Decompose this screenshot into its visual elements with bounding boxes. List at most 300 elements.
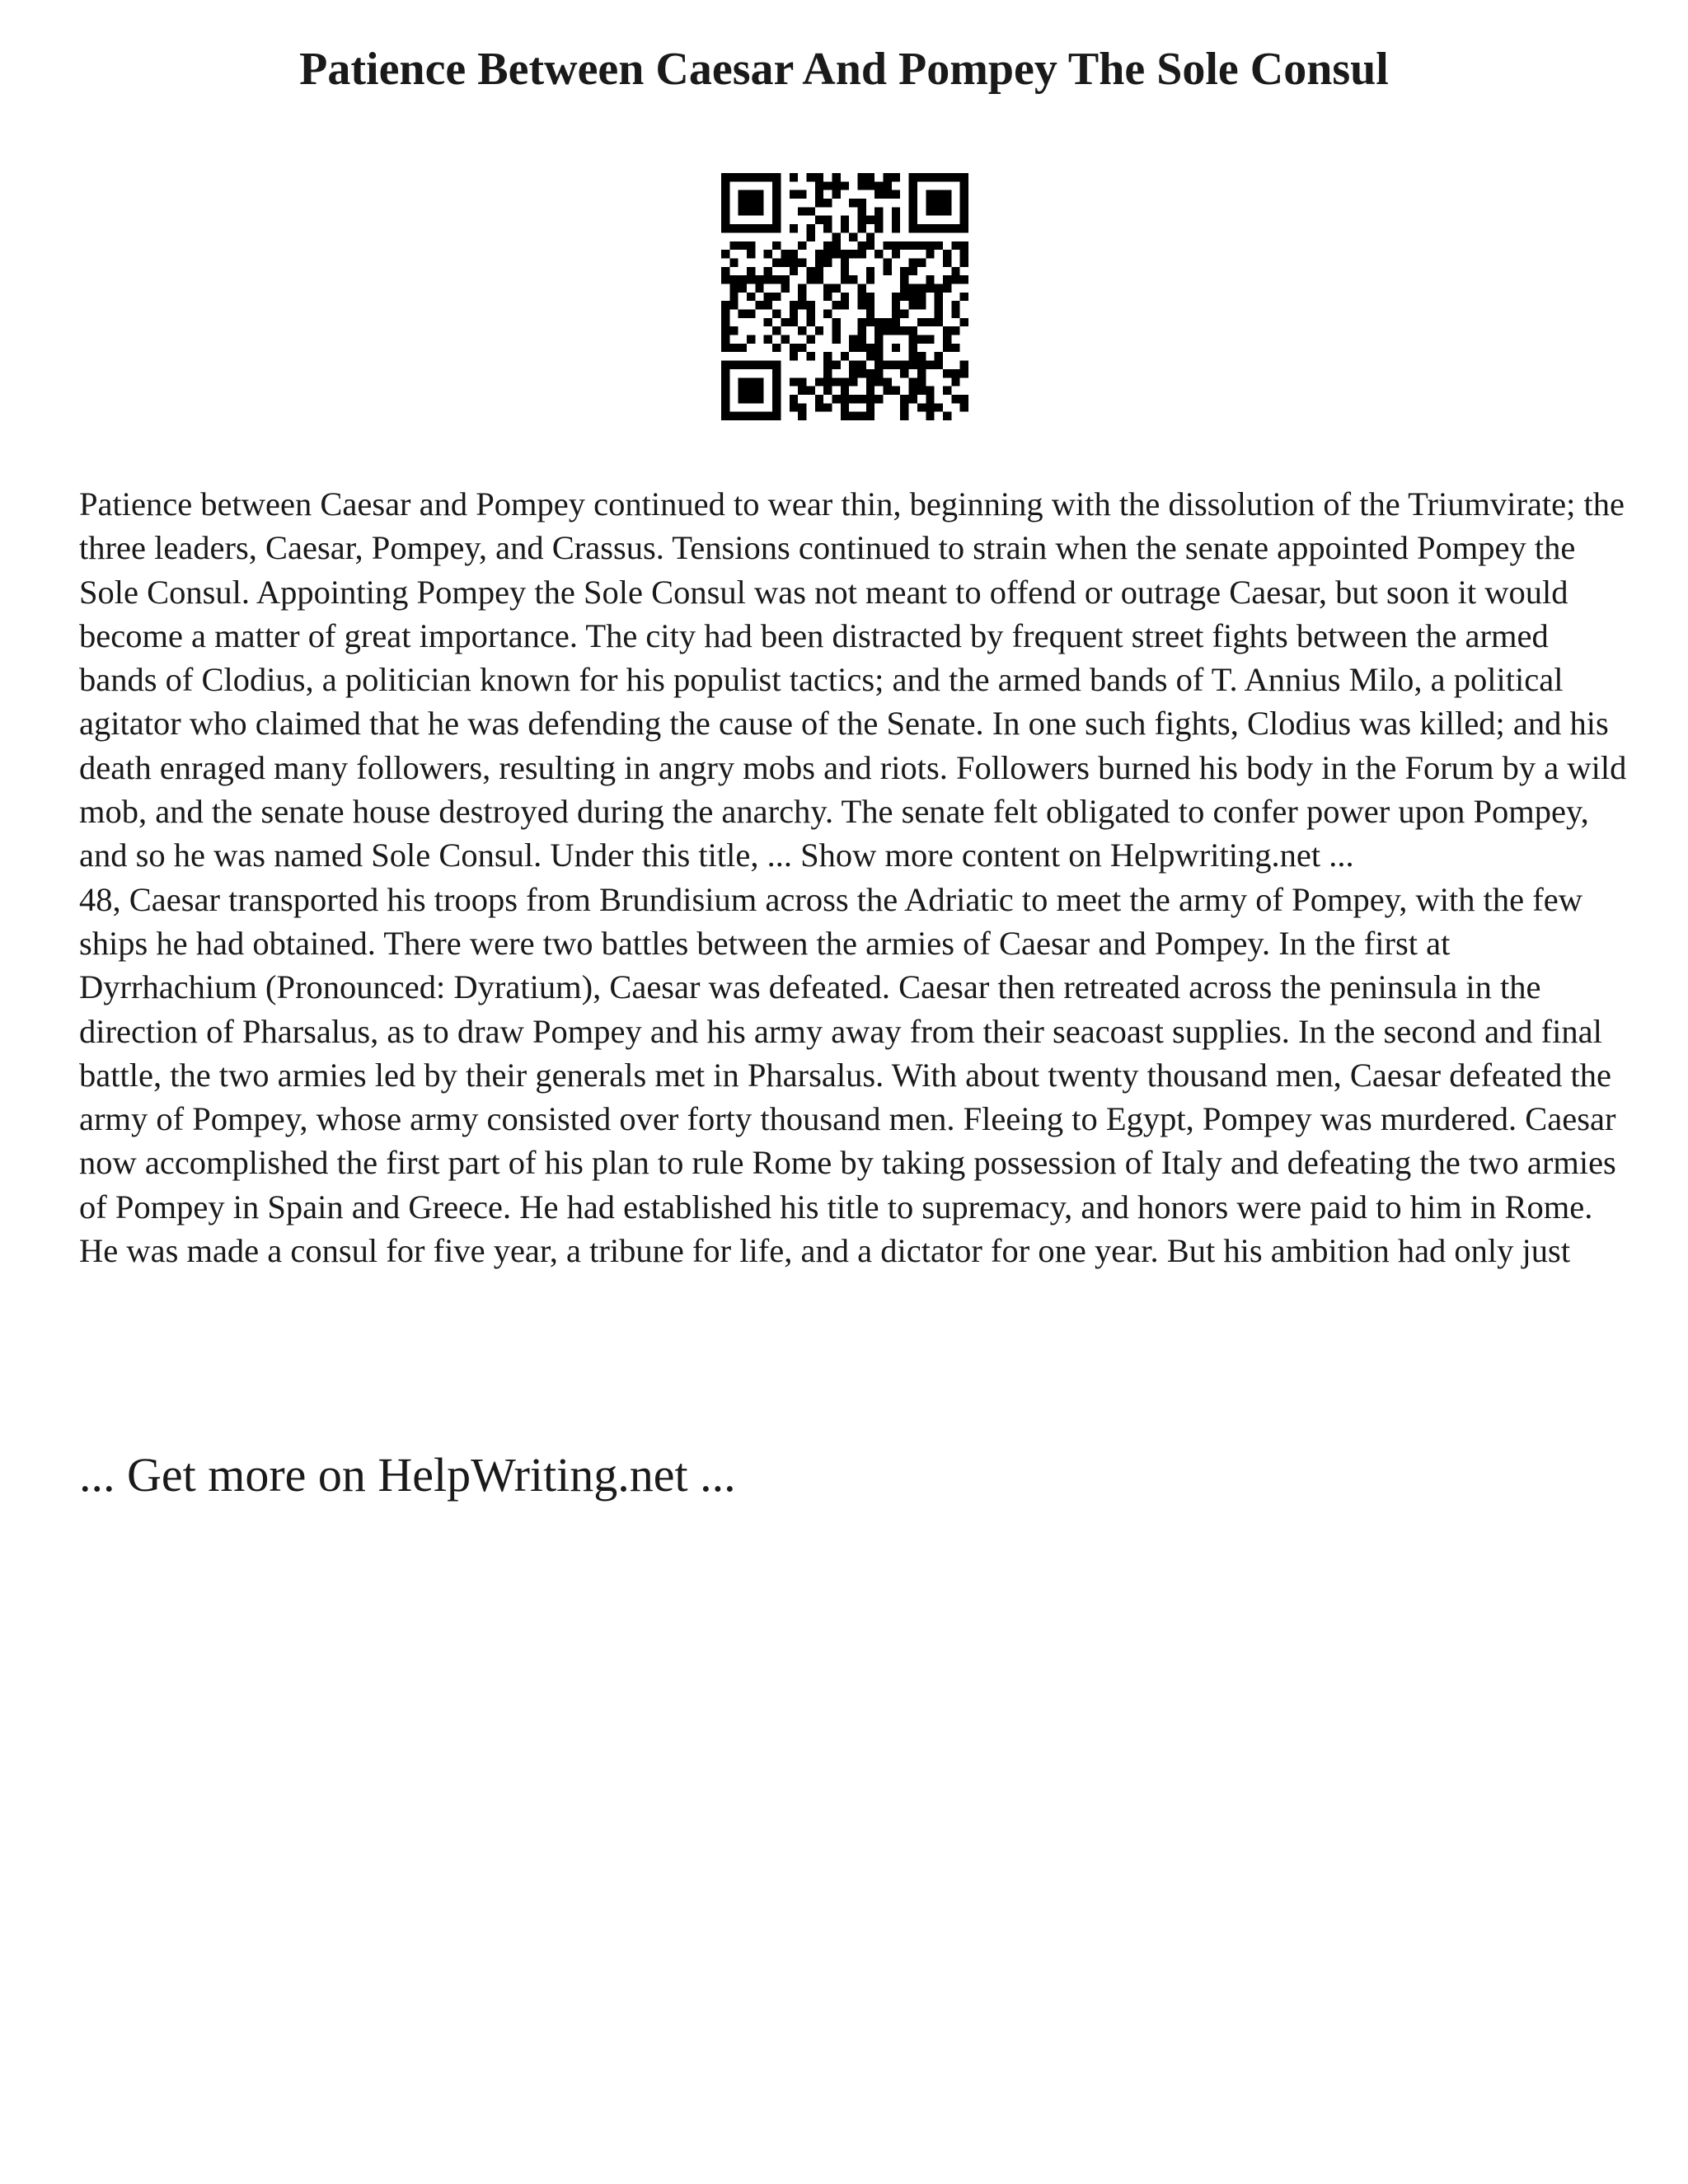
qr-module — [858, 207, 866, 215]
qr-module — [755, 301, 763, 309]
qr-module — [755, 284, 763, 292]
qr-module — [823, 352, 832, 360]
qr-module — [806, 335, 814, 344]
qr-module — [849, 232, 857, 241]
qr-module — [721, 216, 729, 224]
qr-module — [926, 395, 934, 403]
qr-module — [951, 344, 959, 352]
qr-module — [951, 241, 959, 250]
qr-module — [747, 387, 755, 395]
qr-module — [960, 216, 968, 224]
qr-module — [917, 241, 926, 250]
qr-module — [874, 344, 883, 352]
qr-module — [841, 267, 849, 275]
qr-module — [798, 412, 806, 420]
qr-module — [892, 344, 900, 352]
qr-module — [747, 293, 755, 301]
qr-module — [823, 181, 832, 190]
qr-module — [866, 310, 874, 318]
qr-module — [858, 250, 866, 258]
qr-module — [866, 318, 874, 326]
qr-module — [790, 395, 798, 403]
qr-module — [721, 267, 729, 275]
qr-module — [926, 199, 934, 207]
qr-module — [772, 207, 781, 215]
qr-module — [772, 275, 781, 284]
qr-module — [772, 395, 781, 403]
qr-module — [764, 301, 772, 309]
qr-module — [738, 190, 747, 199]
qr-module — [874, 326, 883, 335]
qr-module — [892, 310, 900, 318]
qr-module — [900, 369, 908, 377]
qr-module — [874, 181, 883, 190]
qr-module — [917, 403, 926, 411]
qr-module — [866, 216, 874, 224]
qr-module — [764, 250, 772, 258]
qr-module — [823, 369, 832, 377]
qr-module — [841, 377, 849, 386]
qr-module — [798, 293, 806, 301]
qr-module — [781, 258, 789, 266]
qr-module — [721, 318, 729, 326]
qr-module — [960, 403, 968, 411]
qr-module — [866, 344, 874, 352]
qr-module — [764, 173, 772, 181]
qr-module — [729, 344, 738, 352]
qr-module — [909, 216, 917, 224]
qr-module — [866, 173, 874, 181]
qr-module — [892, 318, 900, 326]
qr-module — [764, 361, 772, 369]
qr-module — [832, 361, 840, 369]
qr-module — [900, 403, 908, 411]
qr-module — [832, 250, 840, 258]
qr-module — [823, 241, 832, 250]
qr-module — [721, 395, 729, 403]
qr-module — [943, 250, 951, 258]
qr-module — [849, 377, 857, 386]
qr-module — [806, 310, 814, 318]
qr-module — [866, 395, 874, 403]
qr-module — [747, 412, 755, 420]
qr-module — [866, 412, 874, 420]
qr-module — [815, 267, 823, 275]
qr-module — [764, 318, 772, 326]
qr-module — [858, 241, 866, 250]
qr-module — [747, 395, 755, 403]
qr-module — [917, 387, 926, 395]
qr-module — [806, 224, 814, 232]
qr-module — [874, 318, 883, 326]
qr-module — [858, 216, 866, 224]
qr-module — [892, 173, 900, 181]
qr-module — [951, 326, 959, 335]
qr-module — [900, 241, 908, 250]
qr-module — [721, 344, 729, 352]
qr-module — [900, 395, 908, 403]
qr-module — [841, 181, 849, 190]
qr-module — [781, 335, 789, 344]
qr-module — [841, 224, 849, 232]
qr-module — [909, 199, 917, 207]
qr-module — [858, 326, 866, 335]
qr-module — [917, 318, 926, 326]
qr-module — [823, 310, 832, 318]
qr-module — [841, 258, 849, 266]
qr-module — [721, 403, 729, 411]
qr-module — [892, 293, 900, 301]
qr-module — [943, 190, 951, 199]
qr-module — [721, 326, 729, 335]
qr-module — [755, 207, 763, 215]
qr-module — [823, 293, 832, 301]
qr-module — [892, 207, 900, 215]
qr-module — [960, 224, 968, 232]
qr-module — [729, 412, 738, 420]
qr-module — [747, 335, 755, 344]
qr-module — [729, 293, 738, 301]
qr-module — [866, 275, 874, 284]
qr-module — [790, 267, 798, 275]
qr-module — [951, 310, 959, 318]
qr-module — [755, 275, 763, 284]
qr-module — [772, 403, 781, 411]
qr-module — [926, 403, 934, 411]
qr-module — [772, 181, 781, 190]
qr-module — [823, 199, 832, 207]
qr-module — [721, 173, 729, 181]
qr-module — [960, 293, 968, 301]
qr-module — [815, 216, 823, 224]
qr-module — [909, 395, 917, 403]
qr-module — [772, 199, 781, 207]
qr-module — [772, 361, 781, 369]
page-title: Patience Between Caesar And Pompey The Sole Consul — [299, 44, 1389, 95]
qr-module — [849, 199, 857, 207]
qr-module — [943, 412, 951, 420]
qr-module — [764, 293, 772, 301]
qr-module — [909, 181, 917, 190]
qr-module — [841, 387, 849, 395]
qr-module — [849, 344, 857, 352]
qr-module — [943, 369, 951, 377]
article-paragraph-2: 48, Caesar transported his troops from Brundisium across the Adriatic to meet the army of Pompey, with the few ships he had obtained. There were two battles between the armies of Caesar and Pompey. In the first at Dyrrhachium (Pronounced: Dyratium), Caesar was defeated. Caesar then retreated across the peninsula in the direction of Pharsalus, as to draw Pompey and his army away from their seacoast supplies. In the second and final battle, the two armies led by their generals met in Pharsalus. With about twenty thousand men, Caesar defeated the army of Pompey, whose army consisted over forty thousand men. Fleeing to Egypt, Pompey was murdered. Caesar now accomplished the first part of his plan to rule Rome by taking possession of Italy and defeating the two armies of Pompey in Spain and Greece. He had established his title to supremacy, and honors were paid to him in Rome. He was made a consul for five year, a tribune for life, and a dictator for one year. But his ambition had only just — [79, 880, 1616, 1270]
qr-module — [858, 395, 866, 403]
qr-module — [764, 275, 772, 284]
qr-module — [755, 395, 763, 403]
qr-module — [858, 344, 866, 352]
qr-module — [960, 369, 968, 377]
qr-module — [755, 224, 763, 232]
qr-module — [755, 412, 763, 420]
qr-module — [832, 190, 840, 199]
qr-module — [926, 412, 934, 420]
qr-module — [772, 173, 781, 181]
qr-module — [892, 241, 900, 250]
qr-module — [798, 377, 806, 386]
qr-module — [738, 387, 747, 395]
qr-module — [909, 241, 917, 250]
qr-module — [960, 241, 968, 250]
qr-module — [900, 412, 908, 420]
qr-module — [747, 224, 755, 232]
qr-module — [790, 403, 798, 411]
qr-module — [832, 301, 840, 309]
qr-module — [747, 173, 755, 181]
qr-module — [823, 216, 832, 224]
get-more-link[interactable]: ... Get more on HelpWriting.net ... — [79, 1448, 736, 1502]
qr-module — [823, 361, 832, 369]
qr-module — [943, 387, 951, 395]
qr-module — [909, 190, 917, 199]
qr-module — [926, 275, 934, 284]
qr-module — [951, 301, 959, 309]
qr-module — [721, 412, 729, 420]
qr-module — [832, 284, 840, 292]
qr-module — [772, 344, 781, 352]
qr-module — [943, 284, 951, 292]
qr-module — [747, 199, 755, 207]
qr-module — [874, 361, 883, 369]
qr-module — [884, 318, 892, 326]
qr-module — [815, 403, 823, 411]
qr-module — [841, 293, 849, 301]
qr-module — [926, 387, 934, 395]
qr-module — [772, 293, 781, 301]
qr-module — [823, 377, 832, 386]
qr-module — [832, 241, 840, 250]
qr-module — [755, 361, 763, 369]
qr-module — [823, 250, 832, 258]
qr-module — [926, 173, 934, 181]
qr-module — [874, 224, 883, 232]
qr-module — [926, 250, 934, 258]
qr-module — [935, 207, 943, 215]
qr-module — [917, 377, 926, 386]
qr-module — [832, 181, 840, 190]
qr-module — [738, 361, 747, 369]
qr-module — [960, 207, 968, 215]
qr-module — [960, 199, 968, 207]
qr-module — [874, 369, 883, 377]
qr-module — [729, 326, 738, 335]
qr-module — [935, 284, 943, 292]
qr-module — [849, 335, 857, 344]
qr-module — [790, 344, 798, 352]
qr-module — [951, 369, 959, 377]
qr-module — [815, 181, 823, 190]
qr-module — [781, 318, 789, 326]
qr-module — [823, 387, 832, 395]
article-body — [79, 482, 1629, 1272]
qr-module — [884, 387, 892, 395]
qr-module — [917, 293, 926, 301]
qr-module — [841, 403, 849, 411]
qr-module — [806, 207, 814, 215]
qr-module — [798, 241, 806, 250]
qr-module — [738, 207, 747, 215]
qr-module — [721, 224, 729, 232]
qr-module — [935, 241, 943, 250]
qr-code-image — [721, 173, 968, 420]
qr-module — [841, 301, 849, 309]
qr-module — [926, 335, 934, 344]
qr-module — [729, 241, 738, 250]
qr-module — [790, 310, 798, 318]
qr-code[interactable] — [721, 173, 968, 420]
qr-module — [841, 412, 849, 420]
qr-module — [858, 361, 866, 369]
qr-module — [892, 190, 900, 199]
qr-module — [909, 284, 917, 292]
qr-module — [849, 361, 857, 369]
qr-module — [943, 258, 951, 266]
qr-module — [866, 352, 874, 360]
qr-module — [806, 267, 814, 275]
qr-module — [755, 377, 763, 386]
qr-module — [781, 284, 789, 292]
qr-module — [790, 377, 798, 386]
qr-module — [806, 352, 814, 360]
qr-module — [798, 301, 806, 309]
qr-module — [926, 207, 934, 215]
qr-module — [900, 275, 908, 284]
qr-module — [747, 250, 755, 258]
qr-module — [790, 301, 798, 309]
qr-module — [849, 412, 857, 420]
qr-module — [721, 387, 729, 395]
qr-module — [858, 173, 866, 181]
qr-module — [721, 361, 729, 369]
qr-module — [909, 224, 917, 232]
qr-module — [866, 267, 874, 275]
qr-module — [866, 301, 874, 309]
qr-module — [721, 377, 729, 386]
qr-module — [815, 275, 823, 284]
qr-module — [832, 318, 840, 326]
qr-module — [738, 310, 747, 318]
qr-module — [960, 173, 968, 181]
qr-module — [747, 377, 755, 386]
qr-module — [721, 190, 729, 199]
qr-module — [935, 301, 943, 309]
qr-module — [781, 275, 789, 284]
qr-module — [935, 403, 943, 411]
qr-module — [926, 190, 934, 199]
qr-module — [900, 361, 908, 369]
qr-module — [721, 181, 729, 190]
qr-module — [747, 361, 755, 369]
qr-module — [858, 335, 866, 344]
qr-module — [823, 224, 832, 232]
qr-module — [858, 224, 866, 232]
qr-module — [917, 352, 926, 360]
qr-module — [798, 207, 806, 215]
qr-module — [858, 293, 866, 301]
qr-module — [909, 361, 917, 369]
qr-module — [909, 301, 917, 309]
qr-module — [960, 190, 968, 199]
qr-module — [772, 412, 781, 420]
qr-module — [738, 241, 747, 250]
qr-module — [790, 318, 798, 326]
qr-module — [806, 387, 814, 395]
qr-module — [892, 301, 900, 309]
qr-module — [858, 369, 866, 377]
qr-module — [943, 344, 951, 352]
qr-module — [866, 369, 874, 377]
qr-module — [935, 352, 943, 360]
qr-module — [892, 224, 900, 232]
qr-module — [841, 275, 849, 284]
qr-module — [772, 241, 781, 250]
qr-module — [772, 216, 781, 224]
qr-module — [866, 241, 874, 250]
qr-module — [738, 173, 747, 181]
qr-module — [935, 318, 943, 326]
qr-module — [798, 258, 806, 266]
qr-module — [858, 199, 866, 207]
qr-module — [892, 216, 900, 224]
qr-module — [866, 293, 874, 301]
qr-module — [943, 224, 951, 232]
qr-module — [772, 190, 781, 199]
qr-module — [764, 335, 772, 344]
qr-module — [738, 224, 747, 232]
qr-module — [874, 395, 883, 403]
qr-module — [900, 284, 908, 292]
qr-module — [841, 250, 849, 258]
qr-module — [798, 387, 806, 395]
qr-module — [884, 258, 892, 266]
qr-module — [747, 190, 755, 199]
qr-module — [900, 267, 908, 275]
qr-module — [721, 369, 729, 377]
qr-module — [874, 377, 883, 386]
qr-module — [874, 207, 883, 215]
qr-module — [943, 199, 951, 207]
qr-module — [815, 326, 823, 335]
qr-module — [729, 173, 738, 181]
qr-module — [721, 250, 729, 258]
qr-module — [909, 258, 917, 266]
qr-module — [747, 310, 755, 318]
qr-module — [772, 387, 781, 395]
qr-module — [909, 352, 917, 360]
qr-module — [790, 250, 798, 258]
qr-module — [884, 361, 892, 369]
qr-module — [721, 275, 729, 284]
qr-module — [823, 284, 832, 292]
qr-module — [849, 395, 857, 403]
qr-module — [815, 395, 823, 403]
qr-module — [729, 224, 738, 232]
qr-module — [729, 275, 738, 284]
qr-module — [926, 318, 934, 326]
qr-module — [917, 173, 926, 181]
qr-module — [815, 377, 823, 386]
qr-module — [943, 326, 951, 335]
qr-module — [806, 173, 814, 181]
qr-module — [874, 352, 883, 360]
qr-module — [772, 377, 781, 386]
qr-module — [917, 258, 926, 266]
qr-module — [841, 352, 849, 360]
qr-module — [935, 173, 943, 181]
qr-module — [823, 403, 832, 411]
qr-module — [951, 377, 959, 386]
